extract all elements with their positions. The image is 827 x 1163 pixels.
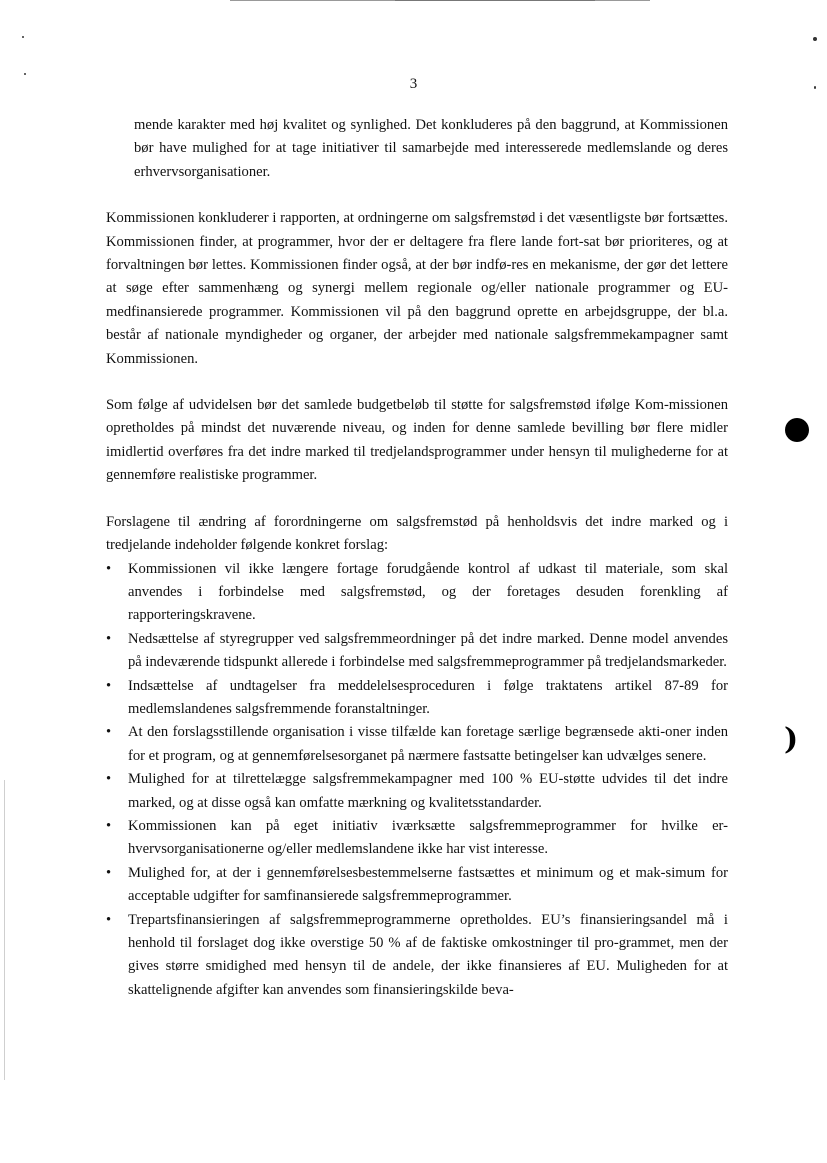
list-item: • Trepartsfinansieringen af salgsfremmeprogrammerne opretholdes. EU’s finansieringsandel må i henhold til forslaget dog ikke overstige 50 % af de faktiske omkostninger til pro-grammet, men der gives større smidighed med hensyn til de andele, der ikke finansieres af EU. Muligheden for at skattelignende afgifter kan anvendes som finansieringskilde beva- [106,909,728,1003]
proposal-list [106,558,728,1003]
paragraph-conclusions: Kommissionen konkluderer i rapporten, at ordningerne om salgsfremstød i det væsentligste bør fortsættes. Kommissionen finder, at programmer, hvor der er deltagere fra flere lande fort-sat bør prioriteres, og at forvaltningen bør lettes. Kommissionen finder også, at der bør indfø-res en mekanisme, der gør det lettere at søge efter sammenhæng og synergi mellem regionale og/eller nationale programmer og EU-medfinansierede programmer. Kommissionen vil på den baggrund oprette en arbejdsgruppe, der bl.a. består af nationale myndigheder og organer, der arbejder med nationale salgsfremmekampagner samt Kommissionen. [106,210,728,367]
page-number: 3 [409,76,418,92]
list-item: • Kommissionen kan på eget initiativ iværksætte salgsfremmeprogrammer for hvilke er-hvervsorganisationerne og/eller medlemslandene ikke har vist interesse. [106,815,728,862]
paragraph-proposals-intro: Forslagene til ændring af forordningerne om salgsfremstød på henholdsvis det indre marked og i tredjelande indeholder følgende konkret forslag: [106,513,728,554]
list-item: • Mulighed for at tilrettelægge salgsfremmekampagner med 100 % EU-støtte udvides til det indre marked, og at disse også kan omfatte mærkning og kvalitetsstandarder. [106,768,728,815]
scan-speck [24,73,26,75]
list-item: • Mulighed for, at der i gennemførelsesbestemmelserne fastsættes et minimum og et mak-simum for acceptable udgifter for samfinansierede salgsfremmeprogrammer. [106,862,728,909]
scan-left-edge-line [4,780,5,1080]
scan-top-edge-line [395,0,595,1]
list-item: • Nedsættelse af styregrupper ved salgsfremmeordninger på det indre marked. Denne model anvendes på indeværende tidspunkt allerede i forbindelse med salgsfremmeprogrammer på tredjelandsmarkeder. [106,628,728,675]
punch-hole-mark [785,418,809,442]
list-item: • Indsættelse af undtagelser fra meddelelsesproceduren i følge traktatens artikel 87-89 for medlemslandenes salgsfremmende foranstaltninger. [106,675,728,722]
paragraph-enlargement: Som følge af udvidelsen bør det samlede budgetbeløb til støtte for salgsfremstød ifølge Kom-missionen opretholdes på mindst det nuværende niveau, og inden for denne samlede bevilling bør flere midler imidlertid overføres fra det indre marked til tredjelandsprogrammer under hensyn til mulighederne for at gennemføre realistiske programmer. [106,397,728,484]
list-item: • Kommissionen vil ikke længere fortage forudgående kontrol af udkast til materiale, som skal anvendes i forbindelse med salgsfremstød, og der foretages desuden forenkling af rapporteringskravene. [106,558,728,628]
scan-speck [22,36,24,38]
document-body [106,114,728,1002]
list-item: • At den forslagsstillende organisation i visse tilfælde kan foretage særlige begrænsede akti-oner inden for et program, og at gennemførelsesorganet på nærmere fastsatte betingelser kan udvælges senere. [106,721,728,768]
paragraph-continuation: mende karakter med høj kvalitet og synlighed. Det konkluderes på den baggrund, at Kommissionen bør have mulighed for at tage initiativer til samarbejde med interesserede medlemslande og deres erhvervsorganisationer. [134,117,728,180]
punch-hole-partial-mark: ) [784,722,799,757]
scan-speck [813,37,817,41]
